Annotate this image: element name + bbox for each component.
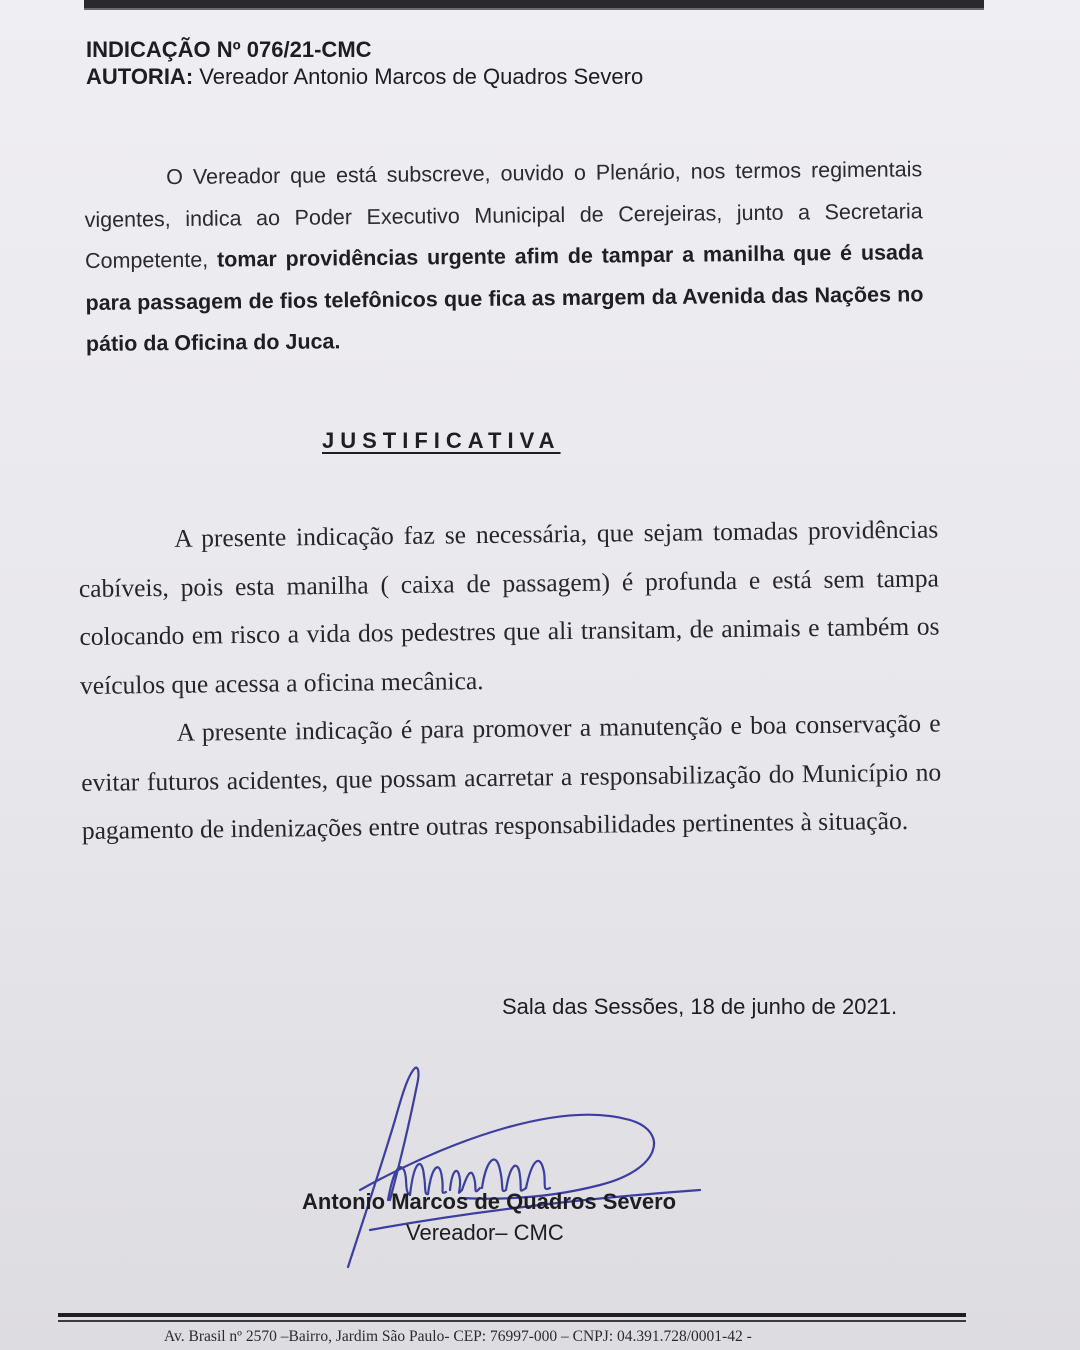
intro-text: O Vereador que está subscreve, ouvido o Plenário, nos termos regimentais vigentes, indica ao Poder Executivo Municipal de Cerejeiras, junto a Secretaria Competente, <box>84 157 923 273</box>
footer-rule-thin <box>58 1320 966 1322</box>
justificativa-paragraph-2: A presente indicação é para promover a manutenção e boa conservação e evitar futuros acidentes, que possam acarretar a responsabilização do Município no pagamento de indenizações entre outras responsabilidades pertinentes à situação. <box>81 708 942 845</box>
autoria-label: AUTORIA: <box>86 64 194 89</box>
indicacao-number: INDICAÇÃO Nº 076/21-CMC <box>86 37 372 62</box>
autoria-value: Vereador Antonio Marcos de Quadros Severo <box>199 64 644 89</box>
footer-rule-thick <box>58 1313 966 1317</box>
footer-address: Av. Brasil nº 2570 –Bairro, Jardim São Paulo- CEP: 76997-000 – CNPJ: 04.391.728/0001-42 - <box>164 1328 752 1345</box>
intro-bold-text: tomar providências urgente afim de tampar a manilha que é usada para passagem de fios telefônicos que fica as margem da Avenida das Nações no pátio da Oficina do Juca. <box>85 240 924 356</box>
intro-paragraph <box>84 149 924 365</box>
date-line: Sala das Sessões, 18 de junho de 2021. <box>502 994 898 1019</box>
autoria-line <box>86 63 643 90</box>
justificativa-paragraph-1: A presente indicação faz se necessária, que sejam tomadas providências cabíveis, pois esta manilha ( caixa de passagem) é profunda e está sem tampa colocando em risco a vida dos pedestres que ali transitam, de animais e também os veículos que acessa a oficina mecânica. <box>78 514 940 700</box>
handwritten-signature <box>300 1060 740 1280</box>
signer-role: Vereador– CMC <box>406 1220 564 1245</box>
signer-name: Antonio Marcos de Quadros Severo <box>302 1189 677 1214</box>
header-rule <box>84 0 984 10</box>
justificativa-body <box>78 505 942 855</box>
document-header <box>86 36 643 90</box>
justificativa-title: JUSTIFICATIVA <box>322 428 561 453</box>
